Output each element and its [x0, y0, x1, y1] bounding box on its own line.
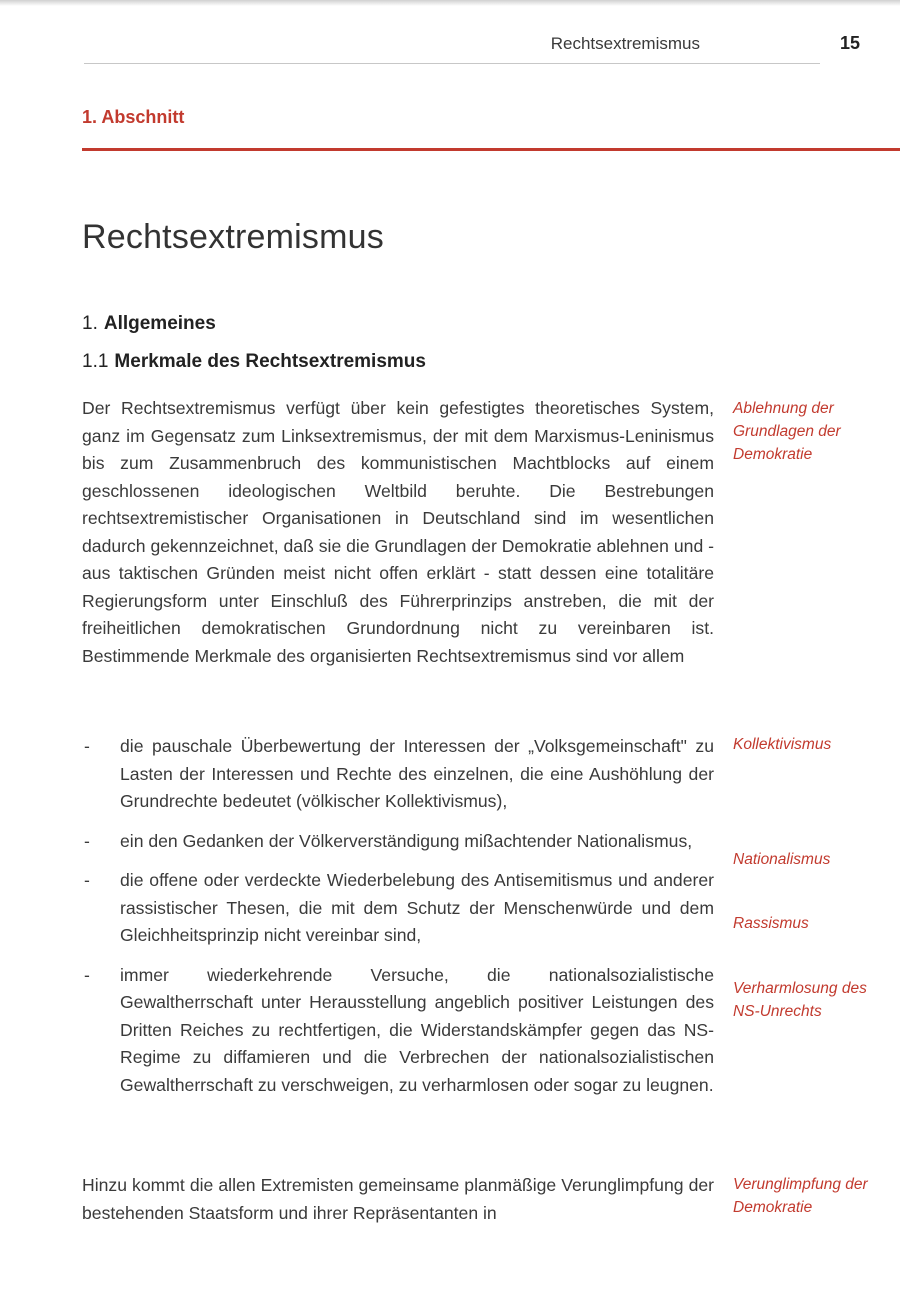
heading-text: Allgemeines — [103, 313, 216, 334]
section-label: 1. Abschnitt — [82, 107, 185, 127]
closing-paragraph: Hinzu kommt die allen Extremisten gemeinsame planmäßige Verunglimpfung der bestehenden Staatsform und ihrer Repräsentanten in — [82, 1175, 714, 1223]
heading-number: 1. — [82, 313, 98, 334]
heading-merkmale — [82, 351, 426, 373]
running-header — [84, 34, 884, 58]
list-item-text: die pauschale Überbewertung der Interessen der „Volksgemeinschaft" zu Lasten der Interessen und Rechte des einzelnen, die eine Aushöhlung der Grundrechte bedeutet (völkischer Kollektivismus), — [120, 736, 714, 811]
feature-list — [82, 733, 714, 1111]
list-dash: - — [84, 870, 90, 890]
page-number: 15 — [839, 33, 860, 53]
top-edge-rule — [0, 0, 900, 6]
intro-paragraph: Der Rechtsextremismus verfügt über kein gefestigtes theoretisches System, ganz im Gegensatz zum Linksextremismus, der mit dem Marxismus-Leninismus bis zum Zusammenbruch des kommunistischen Machtblocks auf einem geschlossenen ideologischen Weltbild beruhte. Die Bestrebungen rechtsextremistischer Organisationen in Deutschland sind im wesentlichen dadurch gekennzeichnet, daß sie die Grundlagen der Demokratie ablehnen und - aus taktischen Gründen meist nicht offen erklärt - statt dessen eine totalitäre Regierungsform unter Einschluß des Führerprinzips anstreben, die mit der freiheitlichen demokratischen Grundordnung nicht zu vereinbaren ist. Bestimmende Merkmale des organisierten Rechtsextremismus sind vor allem — [82, 398, 714, 666]
list-item — [82, 962, 714, 1100]
list-item — [82, 867, 714, 950]
heading-allgemeines — [82, 313, 216, 335]
list-dash: - — [84, 736, 90, 756]
list-item — [82, 828, 714, 856]
list-dash: - — [84, 830, 90, 851]
running-title: Rechtsextremismus — [550, 34, 700, 53]
chapter-title: Rechtsextremismus — [82, 218, 384, 256]
margin-note-rassismus: Rassismus — [733, 915, 809, 932]
subheading-text: Merkmale des Rechtsextremismus — [114, 351, 426, 372]
header-divider — [84, 63, 820, 64]
list-dash: - — [84, 964, 90, 985]
margin-note-nationalismus: Nationalismus — [733, 851, 831, 868]
margin-note-ablehnung: Ablehnung der Grundlagen der Demokratie — [733, 400, 841, 463]
margin-note-verunglimpfung: Verunglimpfung der Demokratie — [733, 1176, 868, 1216]
margin-note-kollektivismus: Kollektivismus — [733, 736, 832, 753]
subheading-number: 1.1 — [82, 351, 109, 372]
section-divider — [82, 148, 900, 151]
list-item-text: immer wiederkehrende Versuche, die nationalsozialistische Gewaltherrschaft unter Herausstellung angeblich positiver Leistungen des Dritten Reiches zu rechtfertigen, die Widerstandskämpfer gegen das NS-Regime zu diffamieren und die Verbrechen der nationalsozialistischen Gewaltherrschaft zu verschweigen, zu verharmlosen oder sogar zu leugnen. — [120, 964, 714, 1095]
margin-note-verharmlosung: Verharmlosung des NS-Unrechts — [733, 980, 867, 1020]
list-item — [82, 733, 714, 816]
list-item-text: ein den Gedanken der Völkerverständigung mißachtender Nationalismus, — [120, 830, 693, 851]
list-item-text: die offene oder verdeckte Wiederbelebung des Antisemitismus und anderer rassistischer Thesen, die mit dem Schutz der Menschenwürde und dem Gleichheitsprinzip nicht vereinbar sind, — [120, 870, 714, 945]
